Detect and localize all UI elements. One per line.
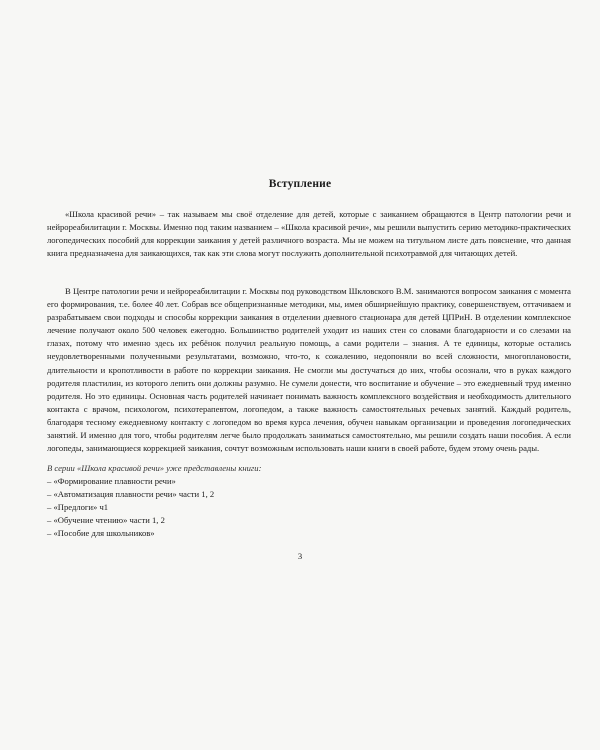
intro-paragraph-1: «Школа красивой речи» – так называем мы своё отделение для детей, которые с заиканием обращаются в Центр патологии речи и нейрореабилитации г. Москвы. Именно под таким названием – «Школа красивой речи», мы решили выпустить серию методико-практических логопедических пособий для коррекции заикания у детей различного возраста. Мы не можем на титульном листе дать пояснение, что данная книга предназначена для заикающихся, так как эти слова могут послужить дополнительной психотравмой для читающих детей.: [47, 209, 571, 259]
series-books-block: [47, 462, 567, 540]
list-item: – «Автоматизация плавности речи» части 1, 2: [47, 489, 215, 499]
list-item: – «Обучение чтению» части 1, 2: [47, 515, 165, 525]
intro-paragraph-2: В Центре патологии речи и нейрореабилитации г. Москвы под руководством Шкловского В.М. занимаются вопросом заикания с момента его формирования, т.е. более 40 лет. Собрав все общепризнанные методики, мы, имея обширнейшую практику, совершенствуем, оттачиваем и разрабатываем свои подходы и способы коррекции заикания в отделении дневного стационара для детей ЦПРиН. В отделении комплексное лечение получают около 500 человек ежегодно. Большинство родителей уходит из наших стен со словами благодарности и со слезами на глазах, потому что именно здесь их ребёнок получил реальную помощь, а сами родители – знания. А те единицы, которые остались неудовлетворенными полученными результатами, возможно, что-то, к сожалению, недопоняли во всей сложности, многоплановости, длительности и кропотливости в работе по коррекции заикания. Не смогли мы достучаться до них, чтобы осознали, что в руках каждого родителя пластилин, из которого лепить они должны разумно. Не сумели донести, что воспитание и обучение – это ежедневный труд именно родителя. Но это единицы. Основная часть родителей начинает понимать важность комплексного воздействия и необходимость длительного контакта с врачом, психологом, психотерапевтом, логопедом, а также важность самостоятельных речевых занятий. Каждый родитель, благодаря тесному ежедневному контакту с логопедом во время курса лечения, обучен навыкам организации и проведения логопедических занятий. И именно для того, чтобы родителям легче было продолжать заниматься самостоятельно, мы решили создать наши пособия. А если логопеды, занимающиеся коррекцией заикания, сочтут возможным использовать наши книги в своей работе, будем этому очень рады.: [47, 286, 571, 454]
series-book-list: [47, 475, 567, 540]
series-intro-text: В серии «Школа красивой речи» уже представлены книги:: [47, 463, 262, 473]
list-item: – «Формирование плавности речи»: [47, 476, 176, 486]
list-item: – «Предлоги» ч1: [47, 502, 109, 512]
section-heading: Вступление: [268, 178, 332, 190]
page-number: 3: [297, 551, 303, 561]
list-item: – «Пособие для школьников»: [47, 528, 155, 538]
